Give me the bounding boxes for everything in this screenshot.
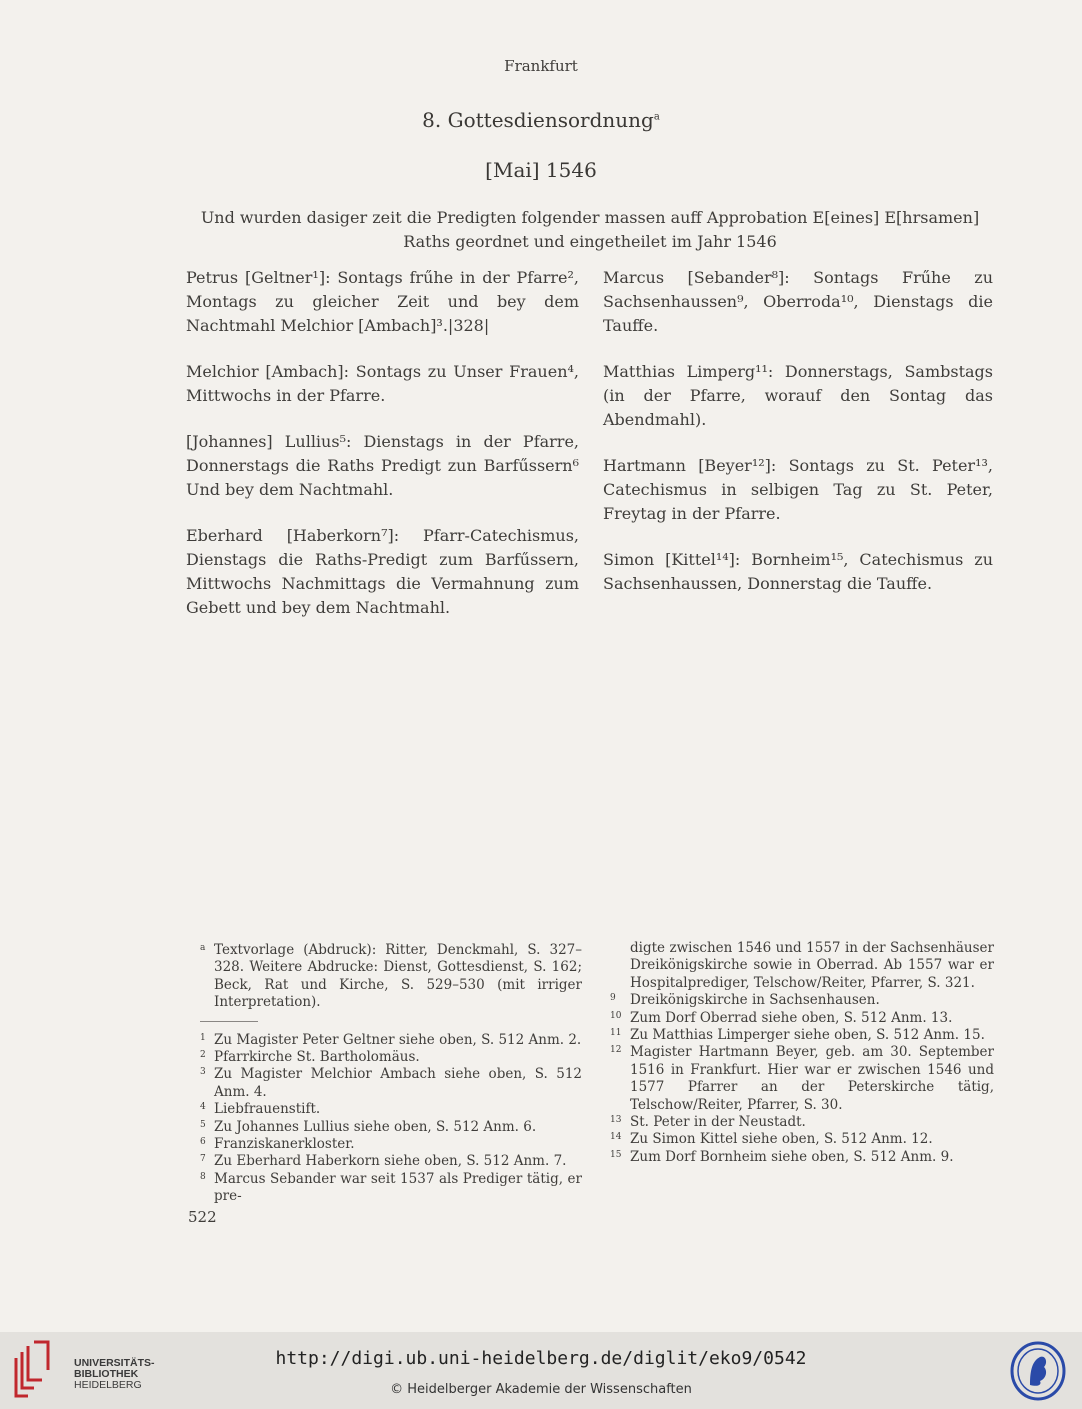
footnote-text: Zu Magister Peter Geltner siehe oben, S. 512 Anm. 2.: [214, 1031, 582, 1048]
footnote-4: [200, 1101, 582, 1118]
footnote-text: Zu Johannes Lullius siehe oben, S. 512 Anm. 6.: [214, 1118, 537, 1135]
footnotes-right: [610, 940, 994, 1166]
copyright-notice: © Heidelberger Akademie der Wissenschaften: [390, 1382, 692, 1397]
entry-geltner: Petrus [Geltner¹]: Sontags frűhe in der Pfarre², Montags zu gleicher Zeit und bey dem Nachtmahl Melchior [Ambach]³.|328|: [186, 268, 579, 335]
footnote-text: St. Peter in der Neustadt.: [630, 1114, 806, 1131]
page-number: 522: [188, 1208, 217, 1226]
left-column: [186, 266, 579, 642]
footnote-11: [610, 1027, 994, 1044]
footnote-mark: 8: [200, 1171, 206, 1182]
footnote-8: [200, 1171, 582, 1206]
footnote-14: [610, 1131, 994, 1148]
library-line-1: UNIVERSITÄTS-: [74, 1357, 155, 1369]
footnote-text: Zu Magister Melchior Ambach siehe oben, S. 512 Anm. 4.: [214, 1066, 582, 1100]
entry-limperg: Matthias Limperg¹¹: Donnerstags, Sambstags (in der Pfarre, worauf den Sontag das Abendmahl).: [603, 362, 993, 429]
section-date: [Mai] 1546: [485, 158, 597, 182]
footnote-mark: 5: [200, 1119, 206, 1130]
footnote-6: [200, 1136, 582, 1153]
footnote-mark: 2: [200, 1050, 206, 1061]
footnote-12: [610, 1044, 994, 1114]
footnote-text: Dreikönigskirche in Sachsenhausen.: [630, 992, 880, 1009]
intro-paragraph: Und wurden dasiger zeit die Predigten folgender massen auff Approbation E[eines] E[hrsamen] Raths geordnet und eingetheilet im Jahr 1546: [200, 208, 980, 251]
title-footnote-mark: a: [653, 111, 660, 123]
right-column: [603, 266, 993, 618]
entry-kittel: Simon [Kittel¹⁴]: Bornheim¹⁵, Catechismus zu Sachsenhaussen, Donnerstag die Tauffe.: [603, 550, 993, 593]
footnote-text: Pfarrkirche St. Bartholomäus.: [214, 1049, 420, 1066]
footnote-15: [610, 1149, 994, 1166]
footnote-mark: 10: [610, 1010, 622, 1021]
footnote-text: Zum Dorf Oberrad siehe oben, S. 512 Anm. 13.: [630, 1009, 953, 1026]
title-text: 8. Gottesdiensordnung: [422, 108, 654, 132]
footnote-text: Zu Matthias Limperger siehe oben, S. 512 Anm. 15.: [630, 1027, 985, 1044]
footnote-text: Zu Simon Kittel siehe oben, S. 512 Anm. 12.: [630, 1131, 933, 1148]
footnote-text: Zu Eberhard Haberkorn siehe oben, S. 512 Anm. 7.: [214, 1153, 567, 1170]
footnote-mark: 15: [610, 1149, 622, 1160]
footnote-text: Textvorlage (Abdruck): Ritter, Denckmahl, S. 327–328. Weitere Abdrucke: Dienst, Gottesdienst, S. 162; Beck, Rat und Kirche, S. 529–530 (mit irriger Interpretation).: [214, 942, 582, 1011]
entry-sebander: Marcus [Sebander⁸]: Sontags Frűhe zu Sachsenhaussen⁹, Oberroda¹⁰, Dienstags die Tauffe.: [603, 268, 993, 335]
entry-lullius: [Johannes] Lullius⁵: Dienstags in der Pfarre, Donnerstags die Raths Predigt zun Barfűssern⁶ Und bey dem Nachtmahl.: [186, 432, 579, 499]
footnote-mark: 7: [200, 1154, 206, 1165]
academy-seal-icon[interactable]: [1010, 1341, 1066, 1401]
entry-haberkorn: Eberhard [Haberkorn⁷]: Pfarr-Catechismus, Dienstags die Raths-Predigt zum Barfűssern, Mittwochs Nachmittags die Vermahnung zum Gebett und bey dem Nachtmahl.: [186, 526, 579, 617]
footnote-text: Magister Hartmann Beyer, geb. am 30. September 1516 in Frankfurt. Hier war er zwischen 1546 und 1577 Pfarrer an der Peterskirche tätig, Telschow/Reiter, Pfarrer, S. 30.: [630, 1044, 994, 1113]
footnote-text: Marcus Sebander war seit 1537 als Prediger tätig, er pre-: [214, 1170, 582, 1205]
footnote-mark: 9: [610, 993, 616, 1004]
footnote-2: [200, 1049, 582, 1066]
footnote-10: [610, 1010, 994, 1027]
section-title: [0, 108, 1082, 132]
footnote-8-continued: digte zwischen 1546 und 1557 in der Sachsenhäuser Dreikönigskirche sowie in Oberrad. Ab 1557 war er Hospitalprediger, Telschow/Reiter, Pfarrer, S. 321.: [630, 940, 994, 991]
footnote-divider: [200, 1021, 258, 1022]
library-line-2: BIBLIOTHEK: [74, 1368, 139, 1380]
footnote-mark: 13: [610, 1115, 622, 1126]
footnote-mark: a: [200, 943, 206, 953]
permalink-url[interactable]: http://digi.ub.uni-heidelberg.de/diglit/eko9/0542: [275, 1348, 807, 1369]
footnote-mark: 14: [610, 1132, 622, 1143]
footnote-text: Zum Dorf Bornheim siehe oben, S. 512 Anm. 9.: [630, 1148, 954, 1165]
footnote-text: Franziskanerkloster.: [214, 1136, 355, 1153]
footnote-text: Liebfrauenstift.: [214, 1101, 321, 1118]
footnote-3: [200, 1066, 582, 1101]
footnote-mark: 6: [200, 1137, 206, 1148]
running-head: Frankfurt: [504, 57, 578, 75]
footnote-mark: 4: [200, 1102, 206, 1113]
footnote-a: [200, 942, 582, 1012]
viewer-footer: [0, 1332, 1082, 1409]
library-line-3: HEIDELBERG: [74, 1379, 142, 1391]
footnote-mark: 1: [200, 1032, 206, 1043]
footnote-1: [200, 1032, 582, 1049]
footnote-mark: 11: [610, 1028, 622, 1039]
footnotes-left: [200, 942, 582, 1206]
footnote-5: [200, 1119, 582, 1136]
footnote-7: [200, 1153, 582, 1170]
footnote-9: [610, 992, 994, 1009]
footnote-mark: 12: [610, 1045, 622, 1056]
footnote-mark: 3: [200, 1067, 206, 1078]
footnote-13: [610, 1114, 994, 1131]
entry-beyer: Hartmann [Beyer¹²]: Sontags zu St. Peter¹³, Catechismus in selbigen Tag zu St. Peter, Freytag in der Pfarre.: [603, 456, 993, 523]
entry-ambach: Melchior [Ambach]: Sontags zu Unser Frauen⁴, Mittwochs in der Pfarre.: [186, 362, 579, 405]
